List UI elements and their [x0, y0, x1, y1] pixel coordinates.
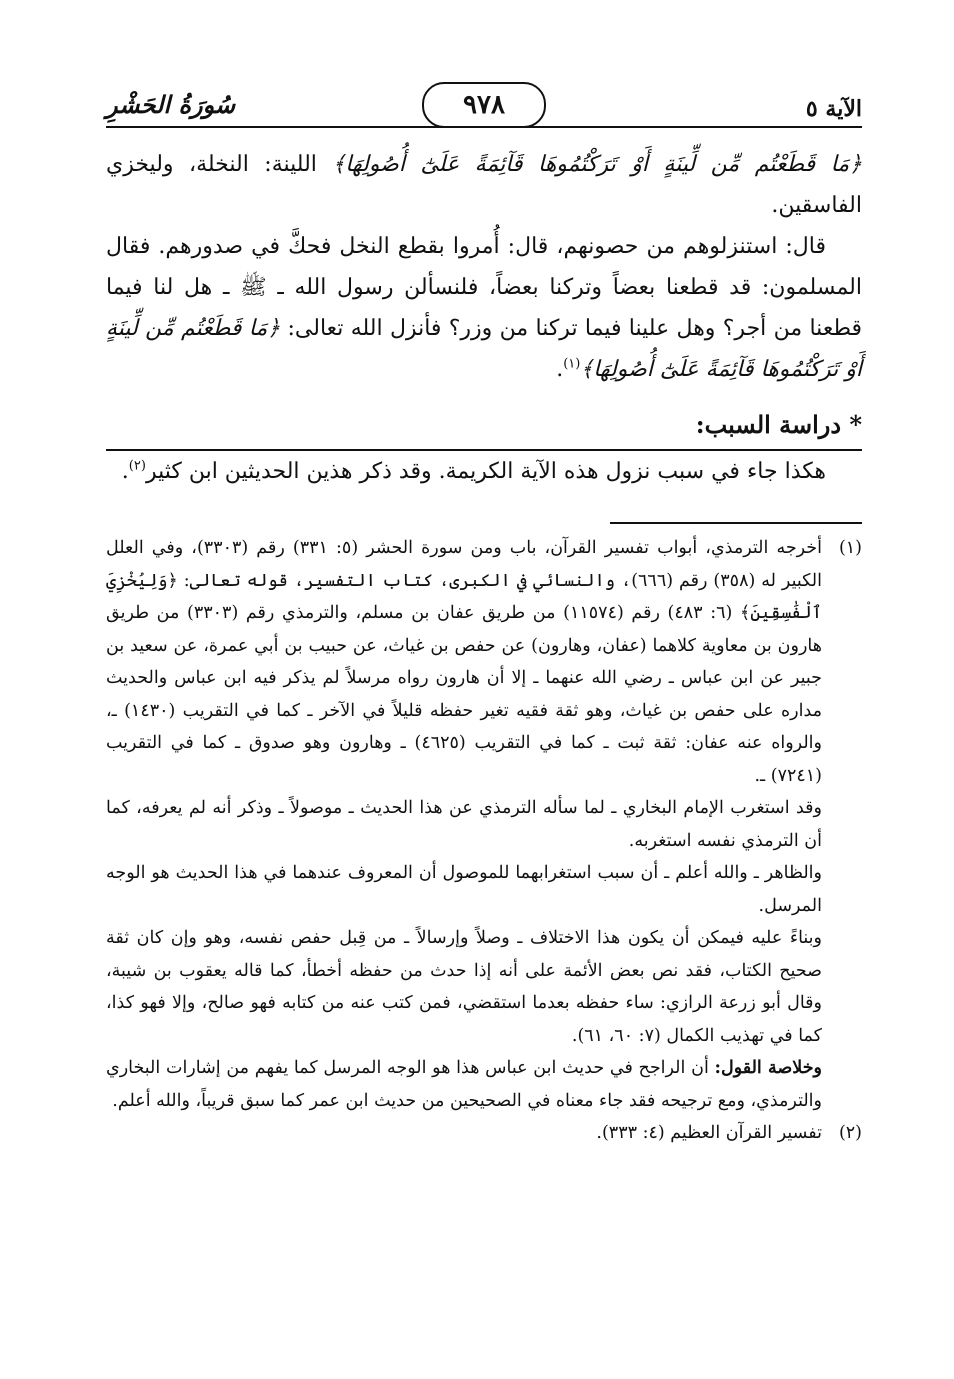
page-number: ٩٧٨ — [422, 82, 546, 128]
paragraph-3 — [106, 451, 862, 492]
footnote-paragraph — [106, 1052, 822, 1117]
paragraph-2 — [106, 226, 862, 390]
header-rule — [106, 126, 862, 128]
footnote-number: (٢) — [838, 1123, 862, 1143]
footnote-paragraph: وقد استغرب الإمام البخاري ـ لما سأله الترمذي عن هذا الحديث ـ موصولاً ـ وذكر أنه لم يعرفه، كما أن الترمذي نفسه استغربه. — [106, 798, 822, 851]
paragraph-text: اللينة: النخلة، وليخزي الفاسقين. — [106, 152, 862, 218]
page-header — [106, 82, 862, 132]
footnote-2 — [106, 1117, 862, 1150]
footnote-ref-2[interactable]: (٢) — [128, 458, 146, 474]
section-heading — [106, 404, 862, 451]
main-text — [106, 144, 862, 492]
footnote-paragraph: تفسير القرآن العظيم (٤: ٣٣٣). — [596, 1123, 822, 1143]
footnotes — [106, 532, 862, 1150]
footnote-body — [106, 1117, 822, 1150]
paragraph-1 — [106, 144, 862, 226]
page — [106, 82, 862, 1362]
footnote-number: (١) — [838, 538, 862, 558]
surah-title: سُورَةُ الحَشْرِ — [106, 90, 236, 119]
footnote-paragraph: أخرجه الترمذي، أبواب تفسير القرآن، باب ومن سورة الحشر (٥: ٣٣١) رقم (٣٣٠٣)، وفي العلل الكبير له (٣٥٨) رقم (٦٦٦)، والنسائي في الكبرى، كتاب التفسير، قوله تعالى: ﴿وَلِيُخْزِيَ ٱلْفَٰسِقِينَ﴾ (٦: ٤٨٣) رقم (١١٥٧٤) من طريق عفان بن مسلم، والترمذي رقم (٣٣٠٣) من طريق هارون بن معاوية كلاهما (عفان، وهارون) عن حفص بن غياث، عن حبيب بن أبي عمرة، عن سعيد بن جبير عن ابن عباس ـ رضي الله عنهما ـ إلا أن هارون رواه مرسلاً لم يذكر فيه ابن عباس والحديث مداره على حفص بن غياث، وهو ثقة فقيه تغير حفظه قليلاً في الآخر ـ كما في التقريب (١٤٣٠) ـ، والرواه عنه عفان: ثقة ثبت ـ كما في التقريب (٤٦٢٥) ـ وهارون وهو صدوق ـ كما في التقريب (٧٢٤١) ـ. — [106, 538, 823, 786]
footnote-ref-1[interactable]: (١) — [563, 356, 581, 372]
footnote-separator — [610, 522, 862, 524]
sentence-end: . — [556, 357, 564, 382]
section-title: * دراسة السبب: — [695, 410, 862, 439]
paragraph-text: هكذا جاء في سبب نزول هذه الآية الكريمة. وقد ذكر هذين الحديثين ابن كثير — [145, 459, 826, 484]
ayah-label: الآية ٥ — [805, 96, 862, 122]
footnote-1 — [106, 532, 862, 1117]
quran-verse: ﴿مَا قَطَعْتُم مِّن لِّينَةٍ أَوْ تَرَكْتُمُوهَا قَآئِمَةً عَلَىٰٓ أُصُولِهَا﴾ — [332, 152, 863, 177]
quran-verse: ﴿مَا قَطَعْتُم مِّن لِّينَةٍ أَوْ تَرَكْتُمُوهَا قَآئِمَةً عَلَىٰٓ أُصُولِهَا﴾ — [106, 316, 862, 382]
conclusion-label: وخلاصة القول: — [714, 1058, 822, 1078]
conclusion-text: أن الراجح في حديث ابن عباس هذا هو الوجه المرسل كما يفهم من إشارات البخاري والترمذي، ومع ترجيحه فقد جاء معناه في الصحيحين من حديث ابن عمر كما سبق قريباً، والله أعلم. — [106, 1058, 822, 1111]
footnote-body — [106, 532, 822, 1117]
footnote-paragraph: وبناءً عليه فيمكن أن يكون هذا الاختلاف ـ وصلاً وإرسالاً ـ من قِبل حفص نفسه، وهو وإن كان ثقة صحيح الكتاب، فقد نص بعض الأئمة على أنه إذا حدث من حفظه أخطأ، كما قاله يعقوب بن شيبة، وقال أبو زرعة الرازي: ساء حفظه بعدما استقضي، فمن كتب عنه من كتابه فهو صالح، وإلا فهو كذا، كما في تهذيب الكمال (٧: ٦٠، ٦١). — [106, 928, 822, 1046]
sentence-end: . — [121, 459, 129, 484]
paragraph-text: قال: استنزلوهم من حصونهم، قال: أُمروا بقطع النخل فحكَّ في صدورهم. فقال المسلمون: قد قطعنا بعضاً وتركنا بعضاً، فلنسألن رسول الله ـ ﷺ ـ هل لنا فيما قطعنا من أجر؟ وهل علينا فيما تركنا من وزر؟ فأنزل الله تعالى: — [106, 234, 863, 341]
footnote-paragraph: والظاهر ـ والله أعلم ـ أن سبب استغرابهما للموصول أن المعروف عندهما في هذا الحديث هو الوجه المرسل. — [106, 863, 822, 916]
